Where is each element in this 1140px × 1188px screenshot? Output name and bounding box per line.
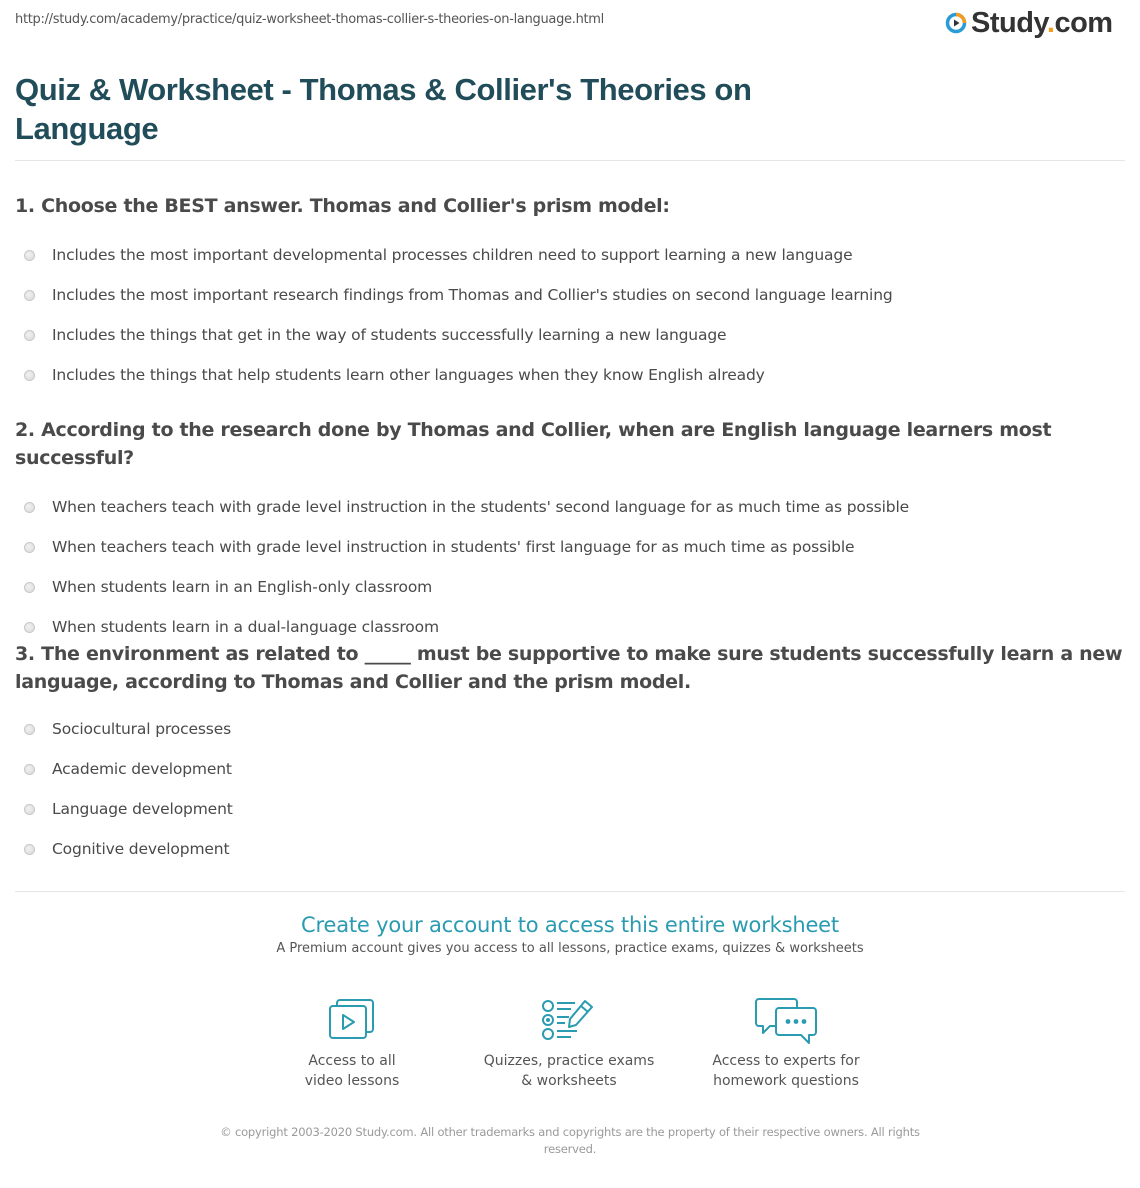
answer-option[interactable] [15,315,1125,355]
video-lessons-icon [252,997,452,1041]
feature-experts [686,997,886,1091]
option-label: Academic development [52,760,232,778]
quiz-checklist-icon [469,997,669,1041]
feature-quizzes [469,997,669,1091]
cta-subtitle: A Premium account gives you access to all lessons, practice exams, quizzes & worksheets [276,941,864,956]
option-label: Language development [52,800,233,818]
answer-option[interactable] [15,355,1125,395]
radio-button[interactable] [24,622,35,633]
option-label: When students learn in a dual-language classroom [52,618,439,636]
option-label: When teachers teach with grade level instruction in the students' second language for as much time as possible [52,498,909,516]
radio-button[interactable] [24,290,35,301]
radio-button[interactable] [24,724,35,735]
answer-options [15,487,1125,647]
radio-button[interactable] [24,250,35,261]
option-label: Cognitive development [52,840,230,858]
radio-button[interactable] [24,582,35,593]
answer-options [15,235,1125,395]
answer-options [15,709,1125,869]
chat-bubbles-icon [686,997,886,1047]
answer-option[interactable] [15,527,1125,567]
answer-option[interactable] [15,709,1125,749]
answer-option[interactable] [15,487,1125,527]
section-divider [15,891,1125,892]
option-label: When students learn in an English-only classroom [52,578,433,596]
feature-label: Access to all video lessons [304,1053,400,1089]
play-circle-icon [945,12,967,34]
answer-option[interactable] [15,235,1125,275]
signup-cta [0,913,1140,956]
title-divider [15,160,1125,161]
radio-button[interactable] [24,502,35,513]
answer-option[interactable] [15,829,1125,869]
option-label: Includes the most important research findings from Thomas and Collier's studies on second language learning [52,286,893,304]
radio-button[interactable] [24,330,35,341]
question-3 [15,640,1125,869]
copyright-notice: © copyright 2003-2020 Study.com. All other trademarks and copyrights are the property of their respective owners. All rights reserved. [220,1125,920,1156]
question-text: 3. The environment as related to _____ must be supportive to make sure students successfully learn a new language, according to Thomas and Collier and the prism model. [15,643,1123,693]
option-label: When teachers teach with grade level instruction in students' first language for as much time as possible [52,538,855,556]
question-text: 2. According to the research done by Thomas and Collier, when are English language learners most successful? [15,419,1052,469]
feature-label: Access to experts for homework questions [712,1053,860,1089]
cta-title-link[interactable]: Create your account to access this entire worksheet [301,913,839,937]
answer-option[interactable] [15,567,1125,607]
study-logo[interactable] [945,8,1113,38]
radio-button[interactable] [24,764,35,775]
radio-button[interactable] [24,844,35,855]
radio-button[interactable] [24,370,35,381]
question-text: 1. Choose the BEST answer. Thomas and Collier's prism model: [15,195,670,217]
page-url: http://study.com/academy/practice/quiz-worksheet-thomas-collier-s-theories-on-language.html [15,12,604,27]
answer-option[interactable] [15,275,1125,315]
radio-button[interactable] [24,542,35,553]
feature-label: Quizzes, practice exams & worksheets [483,1053,655,1089]
option-label: Sociocultural processes [52,720,232,738]
option-label: Includes the most important developmental processes children need to support learning a new language [52,246,853,264]
answer-option[interactable] [15,749,1125,789]
option-label: Includes the things that get in the way of students successfully learning a new language [52,326,727,344]
logo-text: Study.com [971,7,1113,39]
feature-video-lessons [252,997,452,1091]
question-2 [15,416,1125,647]
question-1 [15,192,1125,395]
page-title: Quiz & Worksheet - Thomas & Collier's Theories on Language [15,72,752,146]
option-label: Includes the things that help students learn other languages when they know English already [52,366,765,384]
radio-button[interactable] [24,804,35,815]
answer-option[interactable] [15,789,1125,829]
